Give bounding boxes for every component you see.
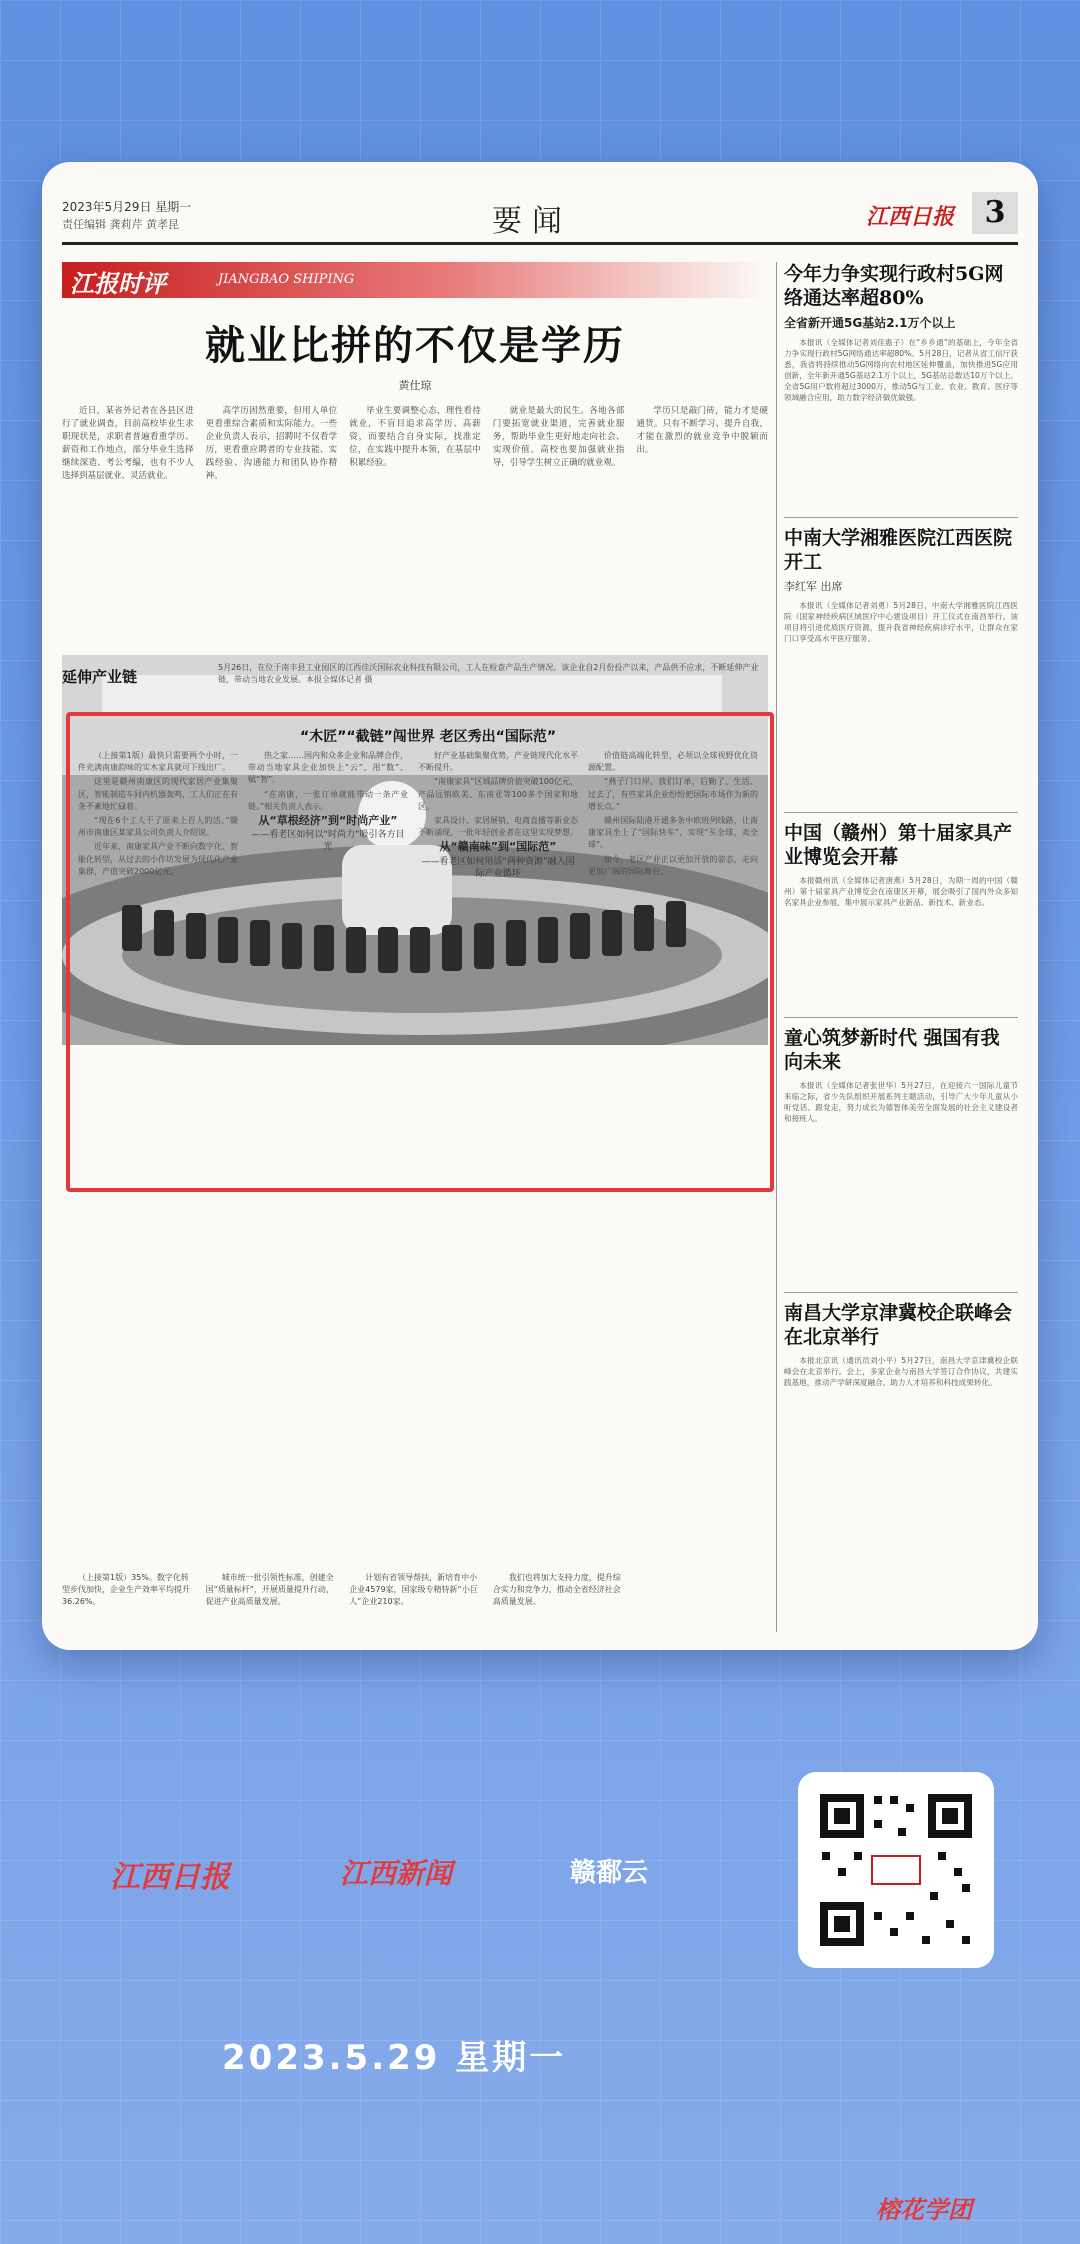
divider — [784, 1292, 1018, 1293]
article-paragraph: 热之家……国内和众多企业和品牌合作，带动当地家具企业加快上“云”、用“数”、赋“智”。 — [248, 751, 408, 785]
lead-paragraph: 学历只是敲门砖，能力才是硬通货。只有不断学习、提升自我，才能在激烈的就业竞争中脱颖而出。 — [636, 406, 768, 455]
column-banner — [62, 262, 768, 298]
bottom-paragraph: 我们也将加大支持力度，提升综合实力和竞争力，推动全省经济社会高质量发展。 — [492, 1573, 621, 1606]
side-article-author: 李红军 出席 — [784, 580, 843, 593]
article-paragraph: 价值链高端化转型，必须以全球视野优化资源配置。 — [588, 751, 758, 773]
article-column-1 — [78, 750, 238, 1178]
bottom-paragraph: 计划有省领导帮扶，新培育中小企业4579家，国家级专精特新“小巨人”企业210家。 — [349, 1573, 478, 1606]
bottom-paragraph: （上接第1版）35%。数字化转型步伐加快，企业生产效率平均提升36.26%。 — [62, 1573, 190, 1606]
section-title: 要闻 — [492, 204, 572, 239]
side-article — [784, 262, 1018, 505]
qr-code-icon — [798, 1772, 994, 1968]
side-article-title: 今年力争实现行政村5G网络通达率超80% — [784, 263, 1004, 309]
footer-logos — [110, 1852, 710, 1902]
side-article-body — [784, 337, 1018, 505]
lead-headline: 就业比拼的不仅是学历 — [205, 322, 625, 369]
side-article — [784, 1301, 1018, 1525]
column-divider — [776, 262, 777, 1632]
side-article — [784, 821, 1018, 1005]
column-en-name: JIANGBAO SHIPING — [218, 272, 355, 287]
lead-paragraph: 高学历固然重要，但用人单位更看重综合素质和实际能力。一些企业负责人表示，招聘时不仅看学历，更看重应聘者的专业技能、实践经验、沟通能力和团队协作精神。 — [205, 406, 338, 481]
side-article-paragraph: 本报讯（全媒体记者刘佳惠子）在“乡乡通”的基础上，今年全省力争实现行政村5G网络通达率超80%。5月28日，记者从省工信厅获悉，我省将持续推动5G网络向农村地区延伸覆盖，加快推进5G应用创新，全年新开通5G基站2.1万个以上，5G基站总数达10万个以上。全省5G用户数将超过3000万，推动5G与工业、农业、教育、医疗等领域融合应用，助力数字经济做优做强。 — [784, 338, 1018, 402]
article-paragraph: 如今，老区产业正以更加开放的姿态，走向更加广阔的国际舞台。 — [588, 854, 758, 876]
footer-logo-jiangxi-daily: 江西日报 — [110, 1860, 230, 1895]
article-paragraph: 赣州国际陆港开通多条中欧班列线路，让南康家具坐上了“国际快车”，实现“买全球、卖全球”。 — [588, 816, 758, 850]
article-paragraph: 这里是赣州南康区的现代家居产业集聚区，智能制造车间内机器轰鸣，工人们正在有条不紊地忙碌着。 — [78, 777, 238, 811]
article-paragraph: 家具设计、家居展销、电商直播等新业态不断涌现，一批年轻创业者在这里实现梦想。 — [418, 816, 578, 838]
article-subhead: 从“赣南味”到“国际范” — [439, 840, 557, 854]
side-article-paragraph: 本报讯（全媒体记者刘勇）5月28日，中南大学湘雅医院江西医院（国家神经疾病区域医疗中心建设项目）开工仪式在南昌举行。该项目将引进优质医疗资源，提升我省神经疾病诊疗水平，让群众在家门口享受高水平医疗服务。 — [784, 601, 1018, 643]
article-subhead: 从“草根经济”到“时尚产业” — [258, 814, 398, 828]
article-subhead-sub: ——看老区如何用活“两种资源”融入国际产业循环 — [421, 856, 575, 879]
page-date: 2023年5月29日 星期一 — [62, 200, 192, 214]
side-article — [784, 526, 1018, 800]
newspaper-logo: 江西日报 — [865, 204, 954, 230]
side-article-subtitle: 全省新开通5G基站2.1万个以上 — [784, 316, 956, 330]
page-number: 3 — [972, 192, 1018, 234]
page-editors: 责任编辑 龚莉芹 黄孝昆 — [62, 218, 179, 231]
divider — [784, 517, 1018, 518]
article-column-3 — [418, 750, 578, 1178]
side-article-paragraph: 本报讯（全媒体记者张世华）5月27日，在迎接六一国际儿童节来临之际，省少先队组织开展系列主题活动，引导广大少年儿童从小听党话、跟党走，努力成长为德智体美劳全面发展的社会主义建设者和接班人。 — [784, 1081, 1018, 1123]
lead-paragraph: 近日，某省外记者在各县区进行了就业调查，目前高校毕业生求职现状是，求职者普遍看重学历、薪资和工作地点，部分毕业生选择继续深造、考公考编，也有不少人选择到基层就业、灵活就业。 — [62, 406, 194, 481]
footer-logo-ganpoyun: 赣鄱云 — [570, 1858, 649, 1888]
side-article-title: 童心筑梦新时代 强国有我向未来 — [784, 1027, 1000, 1073]
side-article-body — [784, 600, 1018, 800]
main-column — [62, 262, 768, 1045]
article-paragraph: 近年来，南康家具产业不断向数字化、智能化转型，从过去的小作坊发展为现代化产业集群，产值突破2000亿元。 — [78, 842, 238, 876]
article-column-4 — [588, 750, 758, 1178]
side-article — [784, 1026, 1018, 1280]
side-article-paragraph: 本报赣州讯（全媒体记者唐燕）5月28日，为期一周的中国（赣州）第十届家具产业博览会在南康区开幕，展会吸引了国内外众多知名家具企业参展，集中展示家具产业新品、新技术、新业态。 — [784, 876, 1018, 907]
side-article-title: 南昌大学京津冀校企联峰会在北京举行 — [784, 1302, 1013, 1348]
column-name: 江报时评 — [70, 269, 166, 298]
newspaper-page — [42, 162, 1038, 1650]
watermark-brand: 榕花学团 — [876, 2195, 972, 2224]
divider — [784, 812, 1018, 813]
bottom-continued-text — [62, 1572, 768, 1632]
side-article-title: 中国（赣州）第十届家具产业博览会开幕 — [784, 822, 1013, 868]
highlighted-article — [66, 712, 774, 1192]
article-paragraph: 好产业基础集聚优势，产业链现代化水平不断提升。 — [418, 751, 578, 773]
article-paragraph: “现在6个工人干了原来上百人的活。”赣州市南康区某家具公司负责人介绍说。 — [78, 816, 238, 838]
lead-paragraph: 毕业生要调整心态，理性看待就业，不盲目追求高学历、高薪资，而要结合自身实际，找准定位，在实践中提升本领，在基层中积累经验。 — [349, 406, 481, 468]
photo-title: 延伸产业链 — [62, 668, 138, 686]
lead-paragraph: 就业是最大的民生。各地各部门要拓宽就业渠道，完善就业服务，帮助毕业生更好地走向社会、实现价值。高校也要加强就业指导，引导学生树立正确的就业观。 — [492, 406, 625, 468]
side-article-body — [784, 875, 1018, 1005]
article-subhead-sub: ——看老区如何以“时尚力”吸引各方目光 — [251, 830, 405, 853]
article-paragraph: “燕子门口岸，我们订单，后勤了、生活、过去了，有些家具企业纷纷把国际市场作为新的增长点。” — [588, 777, 758, 811]
article-paragraph: “在南康，一张订单就能带动一条产业链。”相关负责人表示。 — [248, 789, 408, 811]
side-article-paragraph: 本报北京讯（通讯员刘小平）5月27日，南昌大学京津冀校企联峰会在北京举行。会上，多家企业与南昌大学签订合作协议，共建实践基地，推动产学研深度融合，助力人才培养和科技成果转化。 — [784, 1356, 1018, 1387]
lead-body — [62, 405, 768, 641]
article-title: “木匠”“截链”闯世界 老区秀出“国际范” — [300, 729, 557, 745]
lead-author: 黄仕琼 — [398, 379, 432, 392]
article-paragraph: “南康家具”区域品牌价值突破100亿元，产品远销欧美、东南亚等100多个国家和地区。 — [418, 777, 578, 811]
article-column-2 — [248, 750, 408, 1178]
side-article-title: 中南大学湘雅医院江西医院开工 — [784, 527, 1013, 573]
side-article-body — [784, 1355, 1018, 1525]
divider — [784, 1017, 1018, 1018]
qr-code[interactable] — [798, 1772, 994, 1968]
side-article-body — [784, 1080, 1018, 1280]
article-paragraph: （上接第1版）最快只需要两个小时，一件充满南康韵味的实木家具就可下线出厂。 — [78, 751, 238, 773]
photo-caption: 5月26日，在位于南丰县工业园区的江西佳沃国际农业科技有限公司，工人在检查产品生产情况。该企业自2月份投产以来，产品供不应求，不断延伸产业链，带动当地农业发展。本报全媒体记者 摄 — [218, 663, 759, 684]
footer-date: 2023.5.29 星期一 — [222, 2038, 567, 2078]
page-header — [62, 192, 1018, 245]
side-column — [784, 262, 1018, 1537]
bottom-paragraph: 城市统一批引领性标准，创建全国“质量标杆”，开展质量提升行动，促进产业高质量发展。 — [205, 1573, 334, 1606]
footer-logo-jiangxi-news: 江西新闻 — [340, 1857, 453, 1890]
